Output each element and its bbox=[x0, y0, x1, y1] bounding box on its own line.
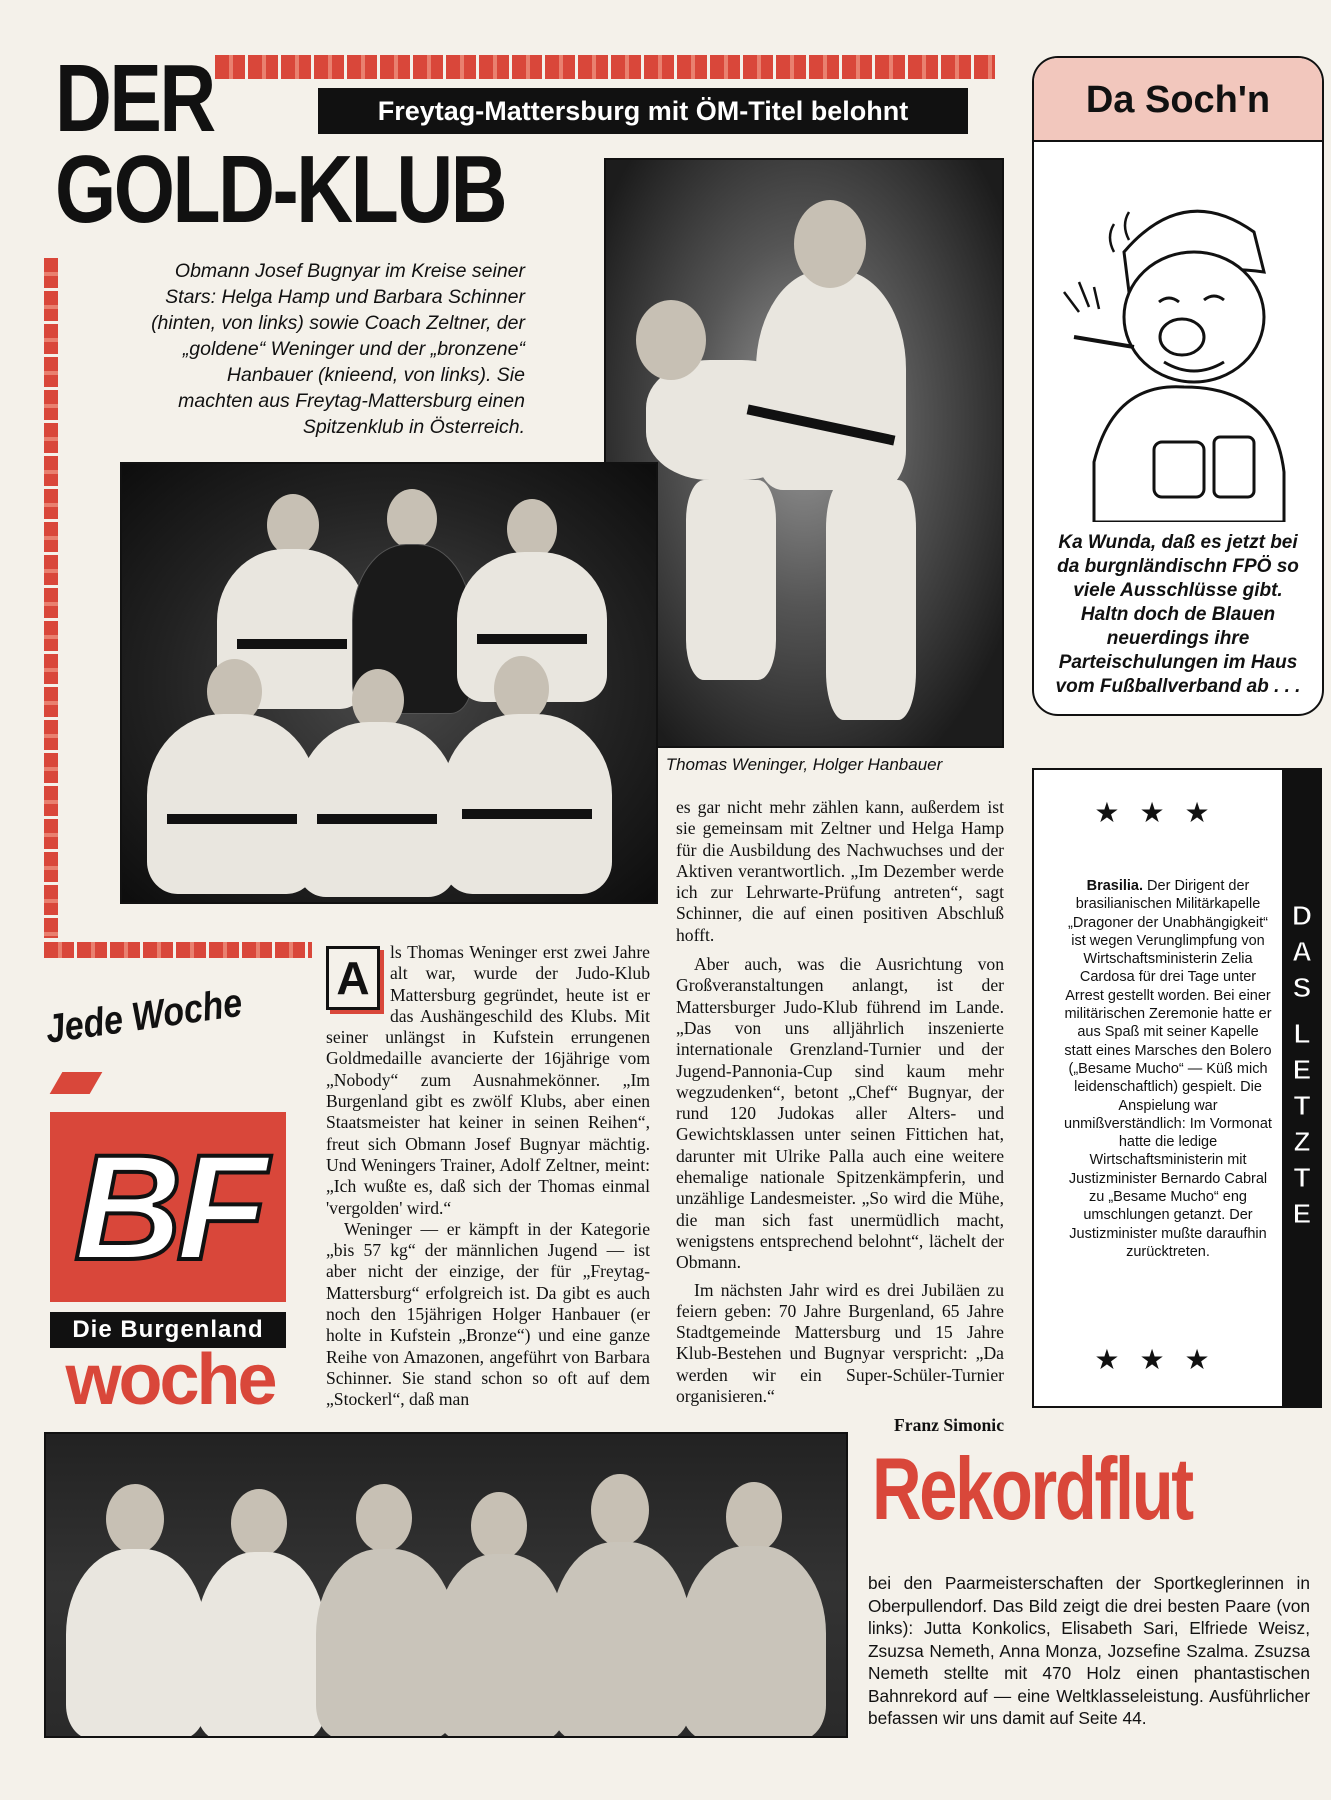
bf-logo bbox=[50, 1112, 286, 1302]
headline-line1: DER bbox=[55, 45, 214, 152]
vletter: D bbox=[1291, 900, 1313, 931]
red-band-left bbox=[44, 258, 58, 938]
article-p3: es gar nicht mehr zählen kann, außerdem ist sie gemeinsam mit Zeltner und Helga Hamp für die Ausbildung des Nachwuchses und der Aktiven verantwortlich. „Im Dezember werde ich zur Lehrwarte-Prüfung antreten“, sagt Schinner, die auf einen positiven Abschluß hofft. bbox=[676, 797, 1004, 945]
red-band-top bbox=[215, 55, 995, 79]
bf-logo-text: BF bbox=[74, 1123, 262, 1291]
bf-accent-mark bbox=[50, 1072, 103, 1094]
rekord-title: Rekordflut bbox=[872, 1439, 1192, 1538]
side-lead: Brasilia. bbox=[1086, 878, 1144, 894]
article-col2 bbox=[676, 797, 1004, 1437]
cartoon-caption: Ka Wunda, daß es jetzt bei da burgnländischn FPÖ so viele Ausschlüsse gibt. Haltn doch de Blauen neuerdings ihre Parteischulungen im Haus vom Fußballverband ab . . . bbox=[1055, 532, 1301, 697]
article-p1: ls Thomas Weninger erst zwei Jahre alt war, wurde der Judo-Klub Mattersburg gegründet, heute ist er das Aushängeschild des Klubs. Mit seiner unlängst in Kufstein errungenen Goldmedaille avancierte der 16jährige vom „Nobody“ zum Ausnahmekönner. „Im Burgenland gibt es zwölf Klubs, aber einen Staatsmeister hat keiner in seinen Reihen“, freut sich Obmann Josef Bugnyar mächtig. Und Weningers Trainer, Adolf Zeltner, meint: „Ich wußte es, daß sich der Thomas einmal 'vergolden' wird.“ bbox=[326, 942, 650, 1218]
side-text bbox=[1034, 829, 1290, 1261]
vletter: L bbox=[1293, 1018, 1311, 1049]
vletter: S bbox=[1292, 972, 1312, 1003]
team-photo bbox=[120, 462, 658, 904]
vletter: A bbox=[1291, 936, 1313, 967]
judo-photo bbox=[604, 158, 1004, 748]
promo-woche: woche bbox=[65, 1340, 275, 1420]
kegler-photo bbox=[44, 1432, 848, 1738]
cartoon-figure-illustration bbox=[1034, 142, 1324, 522]
stars-top: ★★★ bbox=[1094, 796, 1230, 829]
article-p5: Im nächsten Jahr wird es drei Jubiläen zu feiern geben: 70 Jahre Burgenland, 65 Jahre Stadtgemeinde Mattersburg und 15 Jahre Klub-Bestehen und Bugnyar verspricht: „Da werden wir ein Super-Schüler-Turnier organisieren.“ bbox=[676, 1279, 1004, 1407]
vletter: T bbox=[1293, 1090, 1311, 1121]
vertical-letters bbox=[1282, 768, 1322, 1232]
dropcap: A bbox=[326, 946, 380, 1010]
stars-bottom: ★★★ bbox=[1094, 1343, 1230, 1376]
promo-jede-woche: Jede Woche bbox=[42, 980, 245, 1052]
article-p2: Weninger — er kämpft in der Kategorie „bis 57 kg“ der männlichen Jugend — ist aber nicht der einzige, der für „Freytag-Mattersburg“ erfolgreich ist. Da gibt es auch noch den 15jährigen Holger Hanbauer (er holte in Kufstein „Bronze“) und eine ganze Reihe von Amazonen, angeführt von Barbara Schinner. Sie stand schon so oft auf dem „Stockerl“, daß man bbox=[326, 1218, 650, 1410]
headline-line2: GOLD-KLUB bbox=[55, 136, 506, 243]
article-p4: Aber auch, was die Ausrichtung von Großveranstaltungen anlangt, ist der Mattersburger Judo-Klub führend im Lande. „Das von uns alljährlich inszenierte internationale Grenzland-Turnier und der Jugend-Pannonia-Cup sind kaum mehr wegzudenken“, betont „Chef“ Bugnyar, der rund 120 Judokas aller Alters- und Gewichtsklassen unter seinen Fittichen hat, darunter mit Ulrike Palla auch eine weitere ehemalige nationale Spitzenkämpferin, und unzählige Landesmeister. „So wird die Mühe, die man sich fast unermüdlich macht, wenigstens entsprechend belohnt“, lächelt der Obmann. bbox=[676, 954, 1004, 1273]
side-box bbox=[1032, 768, 1292, 1408]
vletter: T bbox=[1293, 1162, 1311, 1193]
vletter: E bbox=[1292, 1198, 1312, 1229]
judo-caption: Thomas Weninger, Holger Hanbauer bbox=[665, 755, 943, 774]
vertical-label bbox=[1282, 768, 1322, 1408]
cartoon-box bbox=[1032, 56, 1324, 716]
article-author: Franz Simonic bbox=[894, 1415, 1004, 1436]
vletter: Z bbox=[1293, 1126, 1311, 1157]
red-band-promo bbox=[44, 942, 312, 958]
subtitle-bar: Freytag-Mattersburg mit ÖM-Titel belohnt bbox=[318, 88, 968, 134]
vletter: E bbox=[1292, 1054, 1312, 1085]
article-col1 bbox=[326, 942, 650, 1411]
side-body: Der Dirigent der brasilianischen Militärkapelle „Dragoner der Unabhängigkeit“ ist wegen Verunglimpfung von Wirtschaftsministerin Zelia Cardosa für drei Tage unter Arrest gestellt worden. Bei einer militärischen Zeremonie hatte er aus Spaß mit seiner Kapelle statt eines Marsches den Bolero („Besame Mucho“ — Küß mich leidenschaftlich) gespielt. Die Anspielung war unmißverständlich: Im Vormonat hatte die ledige Wirtschaftsministerin mit Justizminister Bernardo Cabral zu „Besame Mucho“ eng umschlungen getanzt. Der Justizminister mußte daraufhin zurücktreten. bbox=[1064, 878, 1272, 1260]
cartoon-title: Da Soch'n bbox=[1034, 58, 1322, 142]
team-caption: Obmann Josef Bugnyar im Kreise seiner Stars: Helga Hamp und Barbara Schinner (hinten, von links) sowie Coach Zeltner, der „goldene“ Weninger und der „bronzene“ Hanbauer (knieend, von links). Sie machten aus Freytag-Mattersburg einen Spitzenklub in Österreich. bbox=[151, 260, 525, 438]
rekord-text: bei den Paarmeisterschaften der Sportkeglerinnen in Oberpullendorf. Das Bild zeigt die drei besten Paare (von links): Jutta Konkolics, Elisabeth Sari, Elfriede Weisz, Zsuzsa Nemeth, Anna Monza, Jozsefine Szalma. Zsuzsa Nemeth stellte mit 470 Holz einen phantastischen Bahnrekord auf — eine Weltklasseleistung. Ausführlicher befassen wir uns damit auf Seite 44. bbox=[868, 1573, 1310, 1728]
promo-band: Die Burgenland bbox=[50, 1312, 286, 1348]
